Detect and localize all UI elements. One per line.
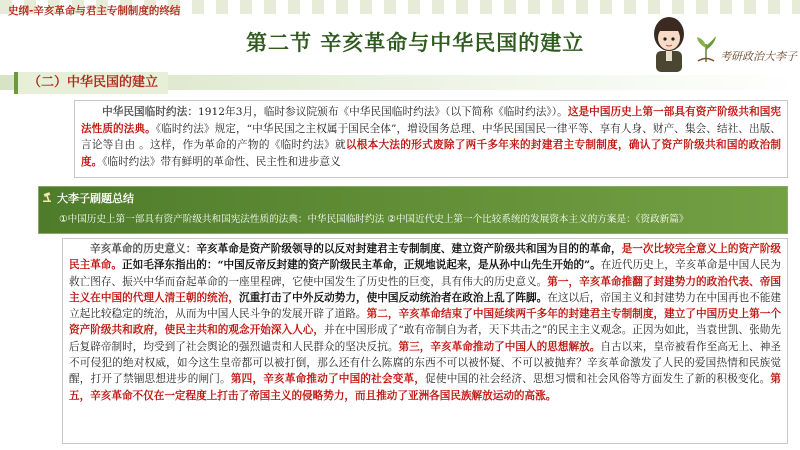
historical-significance-box [62, 238, 788, 444]
box3-text-5: 促使中国的社会经济、思想习惯和社会风俗等方面发生了新的积极变化。 [425, 373, 771, 386]
box3-highlight-4: 第三，辛亥革命推动了中国人的思想解放。 [398, 340, 601, 353]
box3-highlight-3: 第二，辛亥革命结束了中国延续两千多年的封建君主专制制度，建立了中国历史上第一个资产阶级共和政府，使民主共和的观念开始深入人心， [69, 308, 782, 337]
box1-highlight-1: 这是中国历史上第一部具有资产阶级共和国宪法性质的法典。 [81, 106, 782, 135]
brand-text: 考研政治大李子 [720, 50, 797, 63]
avatar [648, 14, 690, 72]
box3-text-4: 自古以来，皇帝被看作至高无上、神圣不可侵犯的绝对权威，如今这生皇帝都可以被打倒，那么还有什么陈腐的东西不可以被怀疑、不可以被抛弃？辛亥革命激发了人民的爱国热情和民族觉醒，打开了禁锢思想进步的闸门。 [69, 340, 782, 386]
plant-logo-icon [694, 34, 718, 64]
box3-bold-2: 正如毛泽东指出的：“中国反帝反封建的资产阶级民主革命，正规地说起来，是从孙中山先生开始的”。 [122, 259, 601, 272]
page-title: 第二节 辛亥革命与中华民国的建立 [246, 30, 585, 55]
box1-label: 中华民国临时约法： [102, 106, 199, 118]
box3-highlight-1: 是一次比较完全意义上的资产阶级民主革命。 [69, 243, 782, 272]
box3-highlight-6: 第五，辛亥革命不仅在一定程度上打击了帝国主义的侵略势力，而且推动了亚洲各国民族解放运动的高涨。 [69, 373, 782, 402]
box3-label: 辛亥革命的历史意义： [90, 243, 197, 255]
box3-highlight-5: 第四，辛亥革命推动了中国的社会变革， [230, 373, 426, 386]
summary-box [38, 186, 788, 234]
breadcrumb: 史纲-辛亥革命与君主专制制度的终结 [8, 5, 181, 17]
box1-text-2: 《临时约法》规定，“中华民国之主权属于国民全体”，增设国务总理、中华民国国民一律平等、享有人身、财产、集会、结社、出版、言论等自由 。这样，作为革命的产物的《临时约法》就 [81, 122, 781, 151]
box1-text-1: 1912年3月，临时参议院颁布《中华民国临时约法》（以下简称《临时约法》）。 [198, 106, 568, 118]
box3-bold-1: 辛亥革命是资产阶级领导的以反对封建君主专制制度、建立资产阶级共和国为目的的革命， [196, 243, 622, 255]
box1-highlight-2: 以根本大法的形式废除了两千多年来的封建君主专制制度，确认了资产阶级共和国的政治制度。 [81, 139, 781, 168]
gavel-icon [43, 192, 55, 202]
section-heading: （二）中华民国的建立 [14, 72, 168, 94]
brand-logo [694, 34, 797, 64]
summary-heading: 大李子刷题总结 [57, 192, 134, 205]
box3-text-2: 在这以后，帝国主义和封建势力在中国再也不能建立起比较稳定的统治，从而为中国人民斗争的发展开辟了道路。 [69, 291, 782, 321]
box1-text-3: 《临时约法》带有鲜明的革命性、民主性和进步意义 [102, 155, 341, 168]
box3-bold-3: 沉重打击了中外反动势力，使中国反动统治者在政治上乱了阵脚。 [239, 291, 548, 304]
provisional-constitution-box [74, 100, 788, 178]
box3-highlight-2: 第一，辛亥革命推翻了封建势力的政治代表、帝国主义在中国的代理人清王朝的统治， [69, 275, 782, 304]
box3-text-1: 在近代历史上，辛亥革命是中国人民为救亡图存、振兴中华而奋起革命的一座里程碑，它使中国发生了历史性的巨变，具有伟大的历史意义。 [69, 259, 782, 288]
summary-line: ①中国历史上第一部具有资产阶级共和国宪法性质的法典：中华民国临时约法 ②中国近代史上第一个比较系统的发展资本主义的方案是：《资政新篇》 [59, 214, 689, 225]
box3-text-3: 并在中国形成了“敢有帝制自为者，天下共击之”的民主主义观念。正因为如此，当袁世凯、张勋先后复辟帝制时，均受到了社会舆论的强烈谴责和人民群众的坚决反抗。 [69, 324, 782, 353]
